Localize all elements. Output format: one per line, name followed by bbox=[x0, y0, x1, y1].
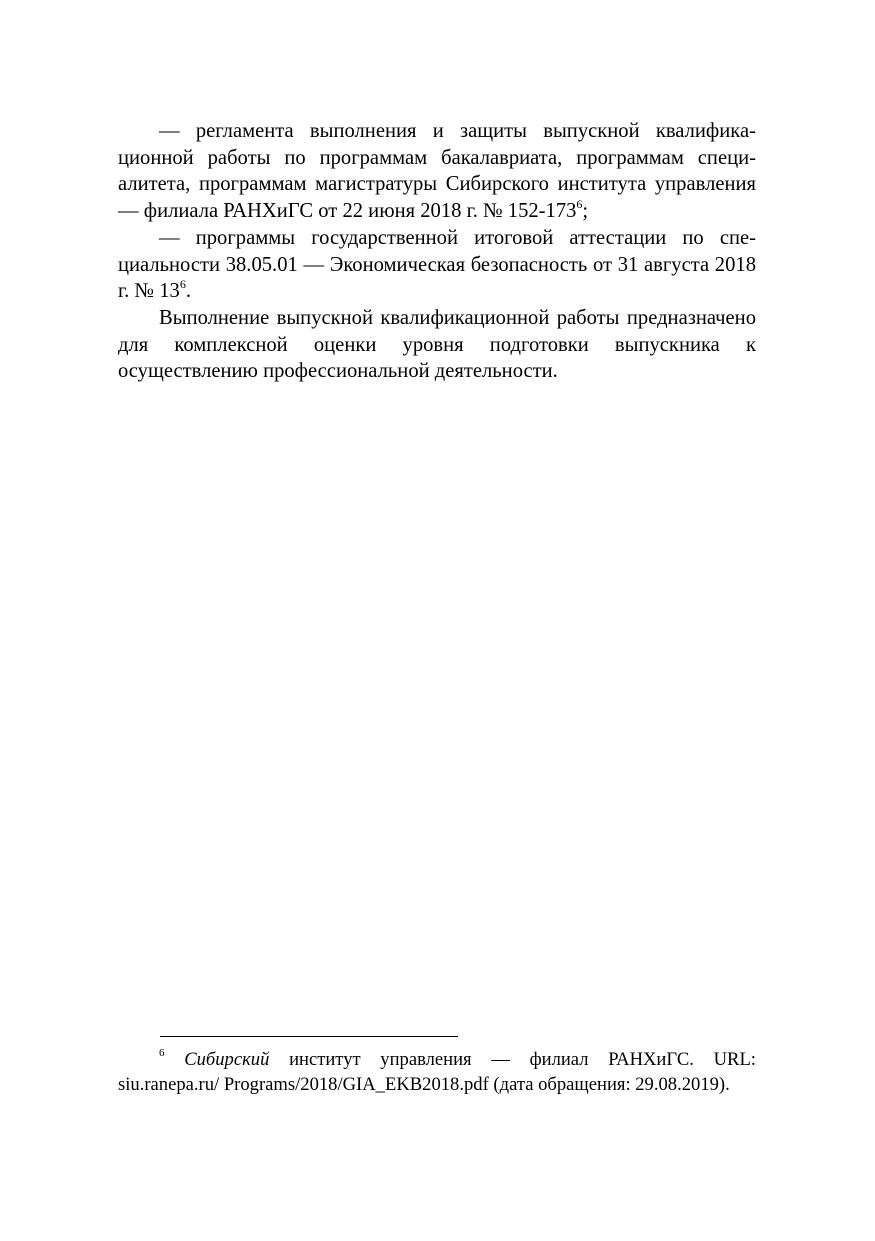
footnote-text: институт управления — филиал РАНХиГС. URL: siu.ranepa.ru/ Programs/2018/GIA_EKB2018.pdf (дата обращения: 29.08.2019). bbox=[118, 1049, 756, 1095]
paragraph-program-tail: . bbox=[185, 280, 191, 303]
paragraph-purpose bbox=[118, 305, 756, 385]
footnote-ref[interactable]: 6 bbox=[576, 197, 583, 212]
footnote-italic: Сибирский bbox=[184, 1049, 270, 1070]
page-body bbox=[118, 118, 756, 385]
footnote-divider bbox=[160, 1036, 458, 1037]
paragraph-program-text: — программы государственной итоговой аттестации по специальности 38.05.01 — Экономическая безопасность от 31 августа 2018 г. № 13 bbox=[118, 226, 756, 303]
paragraph-regulation bbox=[118, 118, 756, 225]
footnote-mark: 6 bbox=[159, 1046, 165, 1059]
paragraph-program bbox=[118, 225, 756, 305]
paragraph-regulation-text: — регламента выполнения и защиты выпускной квалификационной работы по программам бакалавриата, программам специалитета, программам магистратуры Сибирского института управления — филиала РАНХиГС от 22 июня 2018 г. № 152-173 bbox=[118, 120, 756, 223]
paragraph-purpose-text: Выполнение выпускной квалификационной работы предназначено для комплексной оценки уровня подготовки выпускника к осуществлению профессиональной деятельности. bbox=[118, 306, 756, 383]
paragraph-regulation-tail: ; bbox=[582, 200, 589, 223]
footnote-ref[interactable]: 6 bbox=[179, 277, 186, 292]
footnote bbox=[118, 1048, 756, 1097]
